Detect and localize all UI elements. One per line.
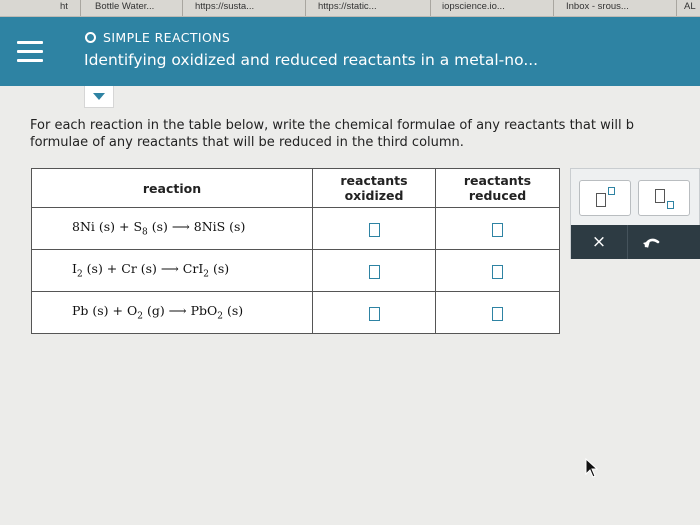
oxidized-answer-input[interactable] bbox=[369, 265, 380, 279]
header-oxidized-line1: reactants bbox=[340, 173, 408, 188]
reduced-cell bbox=[436, 208, 560, 250]
oxidized-cell bbox=[313, 292, 436, 334]
oxidized-cell bbox=[313, 208, 436, 250]
oxidized-cell bbox=[313, 250, 436, 292]
topic-line bbox=[85, 30, 230, 45]
bookmarks-bar bbox=[0, 0, 700, 17]
app-header bbox=[0, 17, 700, 86]
instructions-line-1: For each reaction in the table below, write the chemical formulae of any reactants that will b bbox=[30, 118, 634, 133]
table-header-row bbox=[32, 169, 560, 208]
header-reaction: reaction bbox=[32, 169, 313, 208]
header-reactants-oxidized bbox=[313, 169, 436, 208]
instructions bbox=[30, 117, 700, 151]
undo-arrow-icon bbox=[642, 234, 662, 250]
table-row bbox=[32, 292, 560, 334]
hamburger-menu-icon[interactable] bbox=[17, 41, 43, 63]
header-oxidized-line2: oxidized bbox=[344, 188, 404, 203]
header-reduced-line1: reactants bbox=[463, 173, 532, 188]
header-reactants-reduced bbox=[436, 169, 560, 208]
reduced-answer-input[interactable] bbox=[492, 265, 503, 279]
bookmark-inbox[interactable]: Inbox - srous... bbox=[566, 1, 629, 12]
subscript-box-icon[interactable] bbox=[638, 180, 690, 216]
undo-button[interactable] bbox=[627, 225, 700, 259]
reduced-cell bbox=[436, 292, 560, 334]
palette-action-bar bbox=[571, 225, 700, 259]
clear-button[interactable]: × bbox=[591, 232, 607, 252]
reaction-equation: 8Ni $(s) + S_8$ (s) ⟶ 8NiS (s) bbox=[32, 208, 313, 250]
topic-label: SIMPLE REACTIONS bbox=[103, 30, 231, 45]
reduced-answer-input[interactable] bbox=[492, 307, 503, 321]
oxidized-answer-input[interactable] bbox=[369, 223, 380, 237]
bookmark-ht[interactable]: ht bbox=[60, 1, 68, 12]
header-reduced-line2: reduced bbox=[468, 188, 527, 203]
expand-tab[interactable] bbox=[84, 86, 114, 108]
table-row bbox=[32, 250, 560, 292]
mouse-cursor-icon bbox=[585, 458, 599, 478]
table-row bbox=[32, 208, 560, 250]
reaction-equation: $I_2$ (s) + Cr (s) ⟶ CrI$_2$ (s) bbox=[32, 250, 313, 292]
reactions-table bbox=[31, 168, 560, 334]
reduced-answer-input[interactable] bbox=[492, 223, 503, 237]
reaction-equation: Pb $(s) + O_2$ (g) ⟶ PbO$_2$ (s) bbox=[32, 292, 313, 334]
bookmark-bottle-water[interactable]: Bottle Water... bbox=[95, 1, 155, 12]
reduced-cell bbox=[436, 250, 560, 292]
formula-tool-palette bbox=[570, 168, 700, 259]
oxidized-answer-input[interactable] bbox=[369, 307, 380, 321]
bookmark-iopscience[interactable]: iopscience.io... bbox=[442, 1, 505, 12]
topic-circle-icon bbox=[85, 32, 96, 43]
page-title: Identifying oxidized and reduced reactants in a metal-no... bbox=[84, 51, 539, 69]
instructions-line-2: formulae of any reactants that will be reduced in the third column. bbox=[30, 135, 464, 150]
superscript-box-icon[interactable] bbox=[579, 180, 631, 216]
chevron-down-icon bbox=[93, 93, 105, 100]
bookmark-al[interactable]: AL bbox=[684, 1, 696, 12]
bookmark-susta[interactable]: https://susta... bbox=[195, 1, 255, 12]
bookmark-static[interactable]: https://static... bbox=[318, 1, 377, 12]
